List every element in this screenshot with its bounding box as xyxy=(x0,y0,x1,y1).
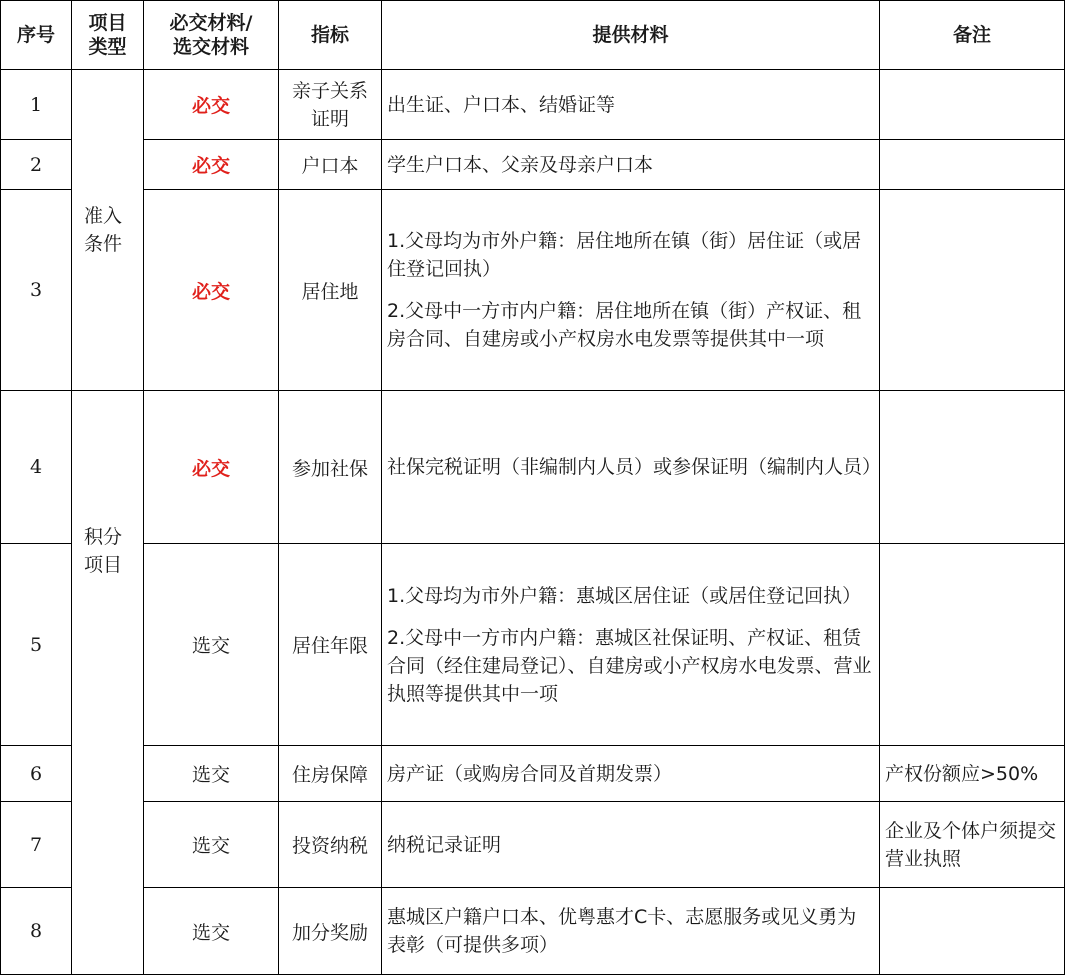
required-flag: 必交 xyxy=(144,391,279,544)
optional-flag: 选交 xyxy=(144,802,279,888)
indicator-cell: 户口本 xyxy=(279,140,382,190)
indicator-cell: 住房保障 xyxy=(279,746,382,802)
materials-cell: 学生户口本、父亲及母亲户口本 xyxy=(382,140,880,190)
header-materials: 提供材料 xyxy=(382,1,880,70)
table-row xyxy=(1,802,1065,888)
indicator-cell: 居住年限 xyxy=(279,544,382,746)
group-points: 积分 项目 xyxy=(72,391,144,975)
remark-cell xyxy=(880,190,1065,391)
table-row xyxy=(1,190,1065,391)
row-number: 1 xyxy=(1,70,72,140)
remark-cell xyxy=(880,70,1065,140)
required-flag: 必交 xyxy=(144,70,279,140)
row-number: 7 xyxy=(1,802,72,888)
materials-cell: 房产证（或购房合同及首期发票） xyxy=(382,746,880,802)
required-flag: 必交 xyxy=(144,190,279,391)
header-row xyxy=(1,1,1065,70)
table-row xyxy=(1,70,1065,140)
remark-cell xyxy=(880,140,1065,190)
materials-cell: 惠城区户籍户口本、优粤惠才C卡、志愿服务或见义勇为表彰（可提供多项） xyxy=(382,888,880,975)
table-row xyxy=(1,544,1065,746)
row-number: 5 xyxy=(1,544,72,746)
group-admission: 准入 条件 xyxy=(72,70,144,391)
optional-flag: 选交 xyxy=(144,888,279,975)
materials-cell: 1.父母均为市外户籍：惠城区居住证（或居住登记回执） 2.父母中一方市内户籍：惠城区社保证明、产权证、租赁合同（经住建局登记）、自建房或小产权房水电发票、营业执照等提供其中一项 xyxy=(382,544,880,746)
indicator-cell: 加分奖励 xyxy=(279,888,382,975)
row-number: 4 xyxy=(1,391,72,544)
materials-cell: 纳税记录证明 xyxy=(382,802,880,888)
indicator-cell: 投资纳税 xyxy=(279,802,382,888)
indicator-cell: 亲子关系 证明 xyxy=(279,70,382,140)
header-required: 必交材料/ 选交材料 xyxy=(144,1,279,70)
optional-flag: 选交 xyxy=(144,746,279,802)
materials-cell: 社保完税证明（非编制内人员）或参保证明（编制内人员） xyxy=(382,391,880,544)
row-number: 8 xyxy=(1,888,72,975)
indicator-cell: 居住地 xyxy=(279,190,382,391)
remark-cell xyxy=(880,544,1065,746)
table-row xyxy=(1,391,1065,544)
row-number: 2 xyxy=(1,140,72,190)
remark-cell xyxy=(880,391,1065,544)
row-number: 6 xyxy=(1,746,72,802)
required-flag: 必交 xyxy=(144,140,279,190)
remark-cell: 企业及个体户须提交营业执照 xyxy=(880,802,1065,888)
header-type: 项目 类型 xyxy=(72,1,144,70)
row-number: 3 xyxy=(1,190,72,391)
table-row xyxy=(1,140,1065,190)
indicator-cell: 参加社保 xyxy=(279,391,382,544)
remark-cell xyxy=(880,888,1065,975)
remark-cell: 产权份额应>50% xyxy=(880,746,1065,802)
materials-cell: 出生证、户口本、结婚证等 xyxy=(382,70,880,140)
table-row xyxy=(1,746,1065,802)
header-remarks: 备注 xyxy=(880,1,1065,70)
header-indicator: 指标 xyxy=(279,1,382,70)
table-row xyxy=(1,888,1065,975)
materials-cell: 1.父母均为市外户籍：居住地所在镇（街）居住证（或居住登记回执） 2.父母中一方市内户籍：居住地所在镇（街）产权证、租房合同、自建房或小产权房水电发票等提供其中一项 xyxy=(382,190,880,391)
optional-flag: 选交 xyxy=(144,544,279,746)
header-no: 序号 xyxy=(1,1,72,70)
